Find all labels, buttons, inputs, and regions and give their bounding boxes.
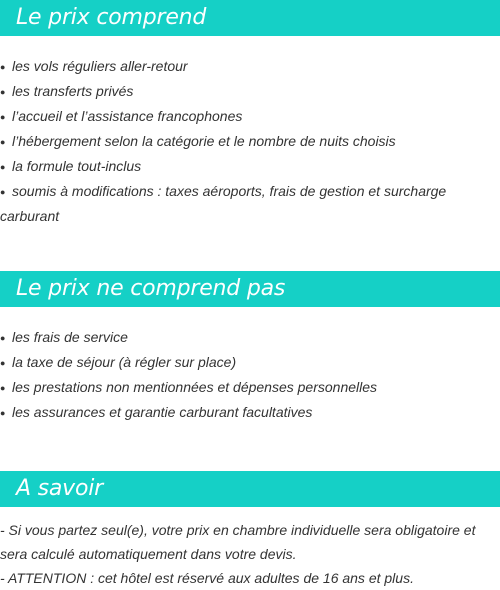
- section-title: A savoir: [16, 476, 104, 501]
- list-item: [0, 350, 494, 375]
- list-item-text: soumis à modifications : taxes aéroports, frais de gestion et surcharge carburant: [0, 183, 447, 224]
- list-item: [0, 179, 494, 228]
- list-item: [0, 154, 494, 179]
- bullet-icon: ●: [0, 162, 6, 172]
- list-item-text: la formule tout-inclus: [12, 158, 142, 174]
- list-item: [0, 104, 494, 129]
- list-item: [0, 325, 494, 350]
- section-title: Le prix comprend: [16, 5, 207, 30]
- section-body-good-to-know: [0, 518, 500, 590]
- bullet-icon: ●: [0, 62, 6, 72]
- bullet-icon: ●: [0, 383, 6, 393]
- bullet-icon: ●: [0, 112, 6, 122]
- section-body-price-includes: [0, 54, 500, 228]
- note-single-room: - Si vous partez seul(e), votre prix en chambre individuelle sera obligatoire et sera calculé automatiquement dans votre devis.: [0, 522, 476, 562]
- list-item: [0, 79, 494, 104]
- list-item-text: l’accueil et l’assistance francophones: [12, 108, 243, 124]
- list-item-text: les assurances et garantie carburant facultatives: [12, 404, 313, 420]
- bullet-icon: ●: [0, 408, 6, 418]
- bullet-icon: ●: [0, 358, 6, 368]
- note-adults-only: - ATTENTION : cet hôtel est réservé aux adultes de 16 ans et plus.: [0, 570, 414, 586]
- section-header-price-includes: [0, 0, 500, 36]
- section-title: Le prix ne comprend pas: [16, 276, 286, 301]
- bullet-icon: ●: [0, 137, 6, 147]
- list-item-text: la taxe de séjour (à régler sur place): [12, 354, 237, 370]
- list-item: [0, 54, 494, 79]
- price-includes-list: [0, 54, 494, 228]
- price-excludes-list: [0, 325, 494, 425]
- bullet-icon: ●: [0, 333, 6, 343]
- list-item-text: les prestations non mentionnées et dépenses personnelles: [12, 379, 378, 395]
- list-item: [0, 400, 494, 425]
- list-item-text: les vols réguliers aller-retour: [12, 58, 188, 74]
- section-header-price-excludes: [0, 271, 500, 307]
- list-item-text: l’hébergement selon la catégorie et le nombre de nuits choisis: [12, 133, 396, 149]
- list-item: [0, 129, 494, 154]
- list-item: [0, 375, 494, 400]
- bullet-icon: ●: [0, 87, 6, 97]
- list-item-text: les transferts privés: [12, 83, 134, 99]
- list-item-text: les frais de service: [12, 329, 128, 345]
- section-body-price-excludes: [0, 325, 500, 425]
- section-header-good-to-know: [0, 471, 500, 507]
- bullet-icon: ●: [0, 187, 6, 197]
